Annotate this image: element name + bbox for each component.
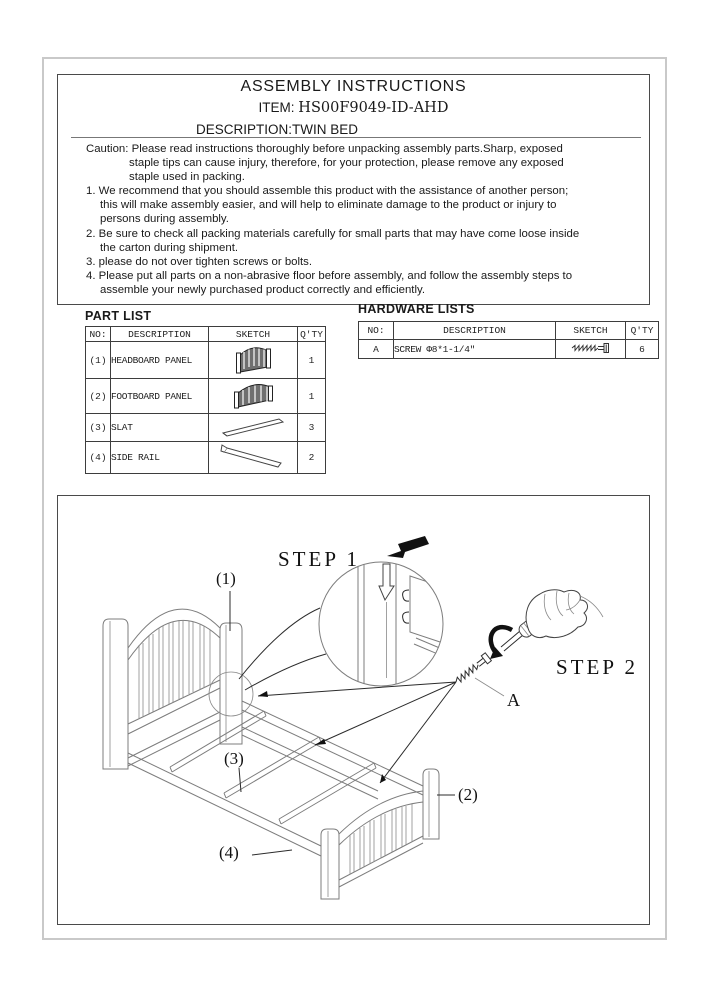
caution-line: 1. We recommend that you should assemble this product with the assistance of another person; [86,185,569,198]
footboard-panel-drawing [321,769,439,899]
part-list-table [85,326,326,474]
table-row [86,414,326,442]
caution-line: assemble your newly purchased product correctly and efficiently. [100,283,426,296]
column-header: NO: [359,322,394,340]
part-list-title: PART LIST [85,309,152,323]
caution-line: the carton during shipment. [100,241,239,254]
step2-label: STEP 2 [556,655,638,679]
headboard-sketch-icon [233,342,273,375]
leader-screw [475,678,504,696]
caution-line: staple used in packing. [129,171,245,184]
page-title: ASSEMBLY INSTRUCTIONS [240,78,467,95]
label-side-rail: (4) [219,843,239,862]
bracket-detail [358,560,454,688]
label-slat: (3) [224,749,244,768]
header-divider [71,137,641,138]
part-description: SCREW Φ8*1-1/4" [394,340,556,359]
label-headboard: (1) [216,569,236,588]
leader-slat [239,768,241,792]
description-line: DESCRIPTION:TWIN BED [196,122,359,137]
part-number: A [359,340,394,359]
hardware-list-title: HARDWARE LISTS [358,302,475,316]
caution-line: 2. Be sure to check all packing materials carefully for small parts that may have come loose inside [86,227,580,240]
table-row [86,442,326,474]
part-number: (1) [86,342,111,379]
screw-drawing [453,653,491,686]
caution-line: staple tips can cause injury, therefore, for your protection, please remove any exposed [129,157,564,170]
callout-curve-bottom [245,654,326,690]
item-number: HS00F9049-ID-AHD [298,100,449,116]
part-number: (2) [86,379,111,414]
assembly-diagram [57,495,650,925]
rotate-arrow-icon [490,627,512,659]
label-footboard: (2) [458,785,478,804]
column-header: SKETCH [209,327,298,342]
part-sketch [209,414,298,442]
caution-text [86,142,646,297]
hardware-list-table [358,321,659,359]
part-description: SIDE RAIL [111,442,209,474]
slats-drawing [170,711,376,824]
part-list-header-row [86,327,326,342]
callout-curve-top [239,608,320,679]
item-label: ITEM: [258,100,295,115]
caution-line: 3. please do not over tighten screws or bolts. [86,255,313,268]
part-quantity: 2 [298,442,326,474]
hand-screwdriver-drawing [501,590,603,651]
part-quantity: 3 [298,414,326,442]
column-header: Q'TY [626,322,659,340]
table-row [86,379,326,414]
hardware-list-header-row [359,322,659,340]
headboard-panel-drawing [103,609,242,769]
header-section [57,74,650,305]
step1-label: STEP 1 [278,547,360,571]
part-quantity: 6 [626,340,659,359]
column-header: SKETCH [556,322,626,340]
part-sketch [209,442,298,474]
column-header: DESCRIPTION [111,327,209,342]
item-line [58,100,649,116]
table-row [86,342,326,379]
caution-line: Caution: Please read instructions thoroughly before unpacking assembly parts.Sharp, exposed [86,143,563,155]
part-description: FOOTBOARD PANEL [111,379,209,414]
leader-side-rail [252,850,292,855]
screw-location-lines [258,682,456,783]
part-number: (3) [86,414,111,442]
caution-line: persons during assembly. [100,213,229,226]
part-sketch [209,342,298,379]
slat-sketch-icon [217,415,289,437]
part-quantity: 1 [298,379,326,414]
part-quantity: 1 [298,342,326,379]
down-arrow-icon [387,536,429,558]
label-screw: A [507,690,520,710]
insert-direction-arrow [379,564,394,600]
column-header: Q'TY [298,327,326,342]
caution-line: 4. Please put all parts on a non-abrasive floor before assembly, and follow the assembly steps to [86,269,573,282]
bed-assembly-drawing [58,496,649,924]
footboard-sketch-icon [230,380,276,410]
column-header: NO: [86,327,111,342]
side-rails-drawing [128,701,423,856]
part-description: SLAT [111,414,209,442]
table-row [359,340,659,359]
column-header: DESCRIPTION [394,322,556,340]
part-description: HEADBOARD PANEL [111,342,209,379]
part-number: (4) [86,442,111,474]
part-sketch [209,379,298,414]
side-rail-sketch-icon [217,442,289,470]
screw-sketch-icon [570,342,612,354]
caution-line: this will make assembly easier, and will help to eliminate damage to the product or injury to [100,199,557,212]
part-sketch [556,340,626,359]
